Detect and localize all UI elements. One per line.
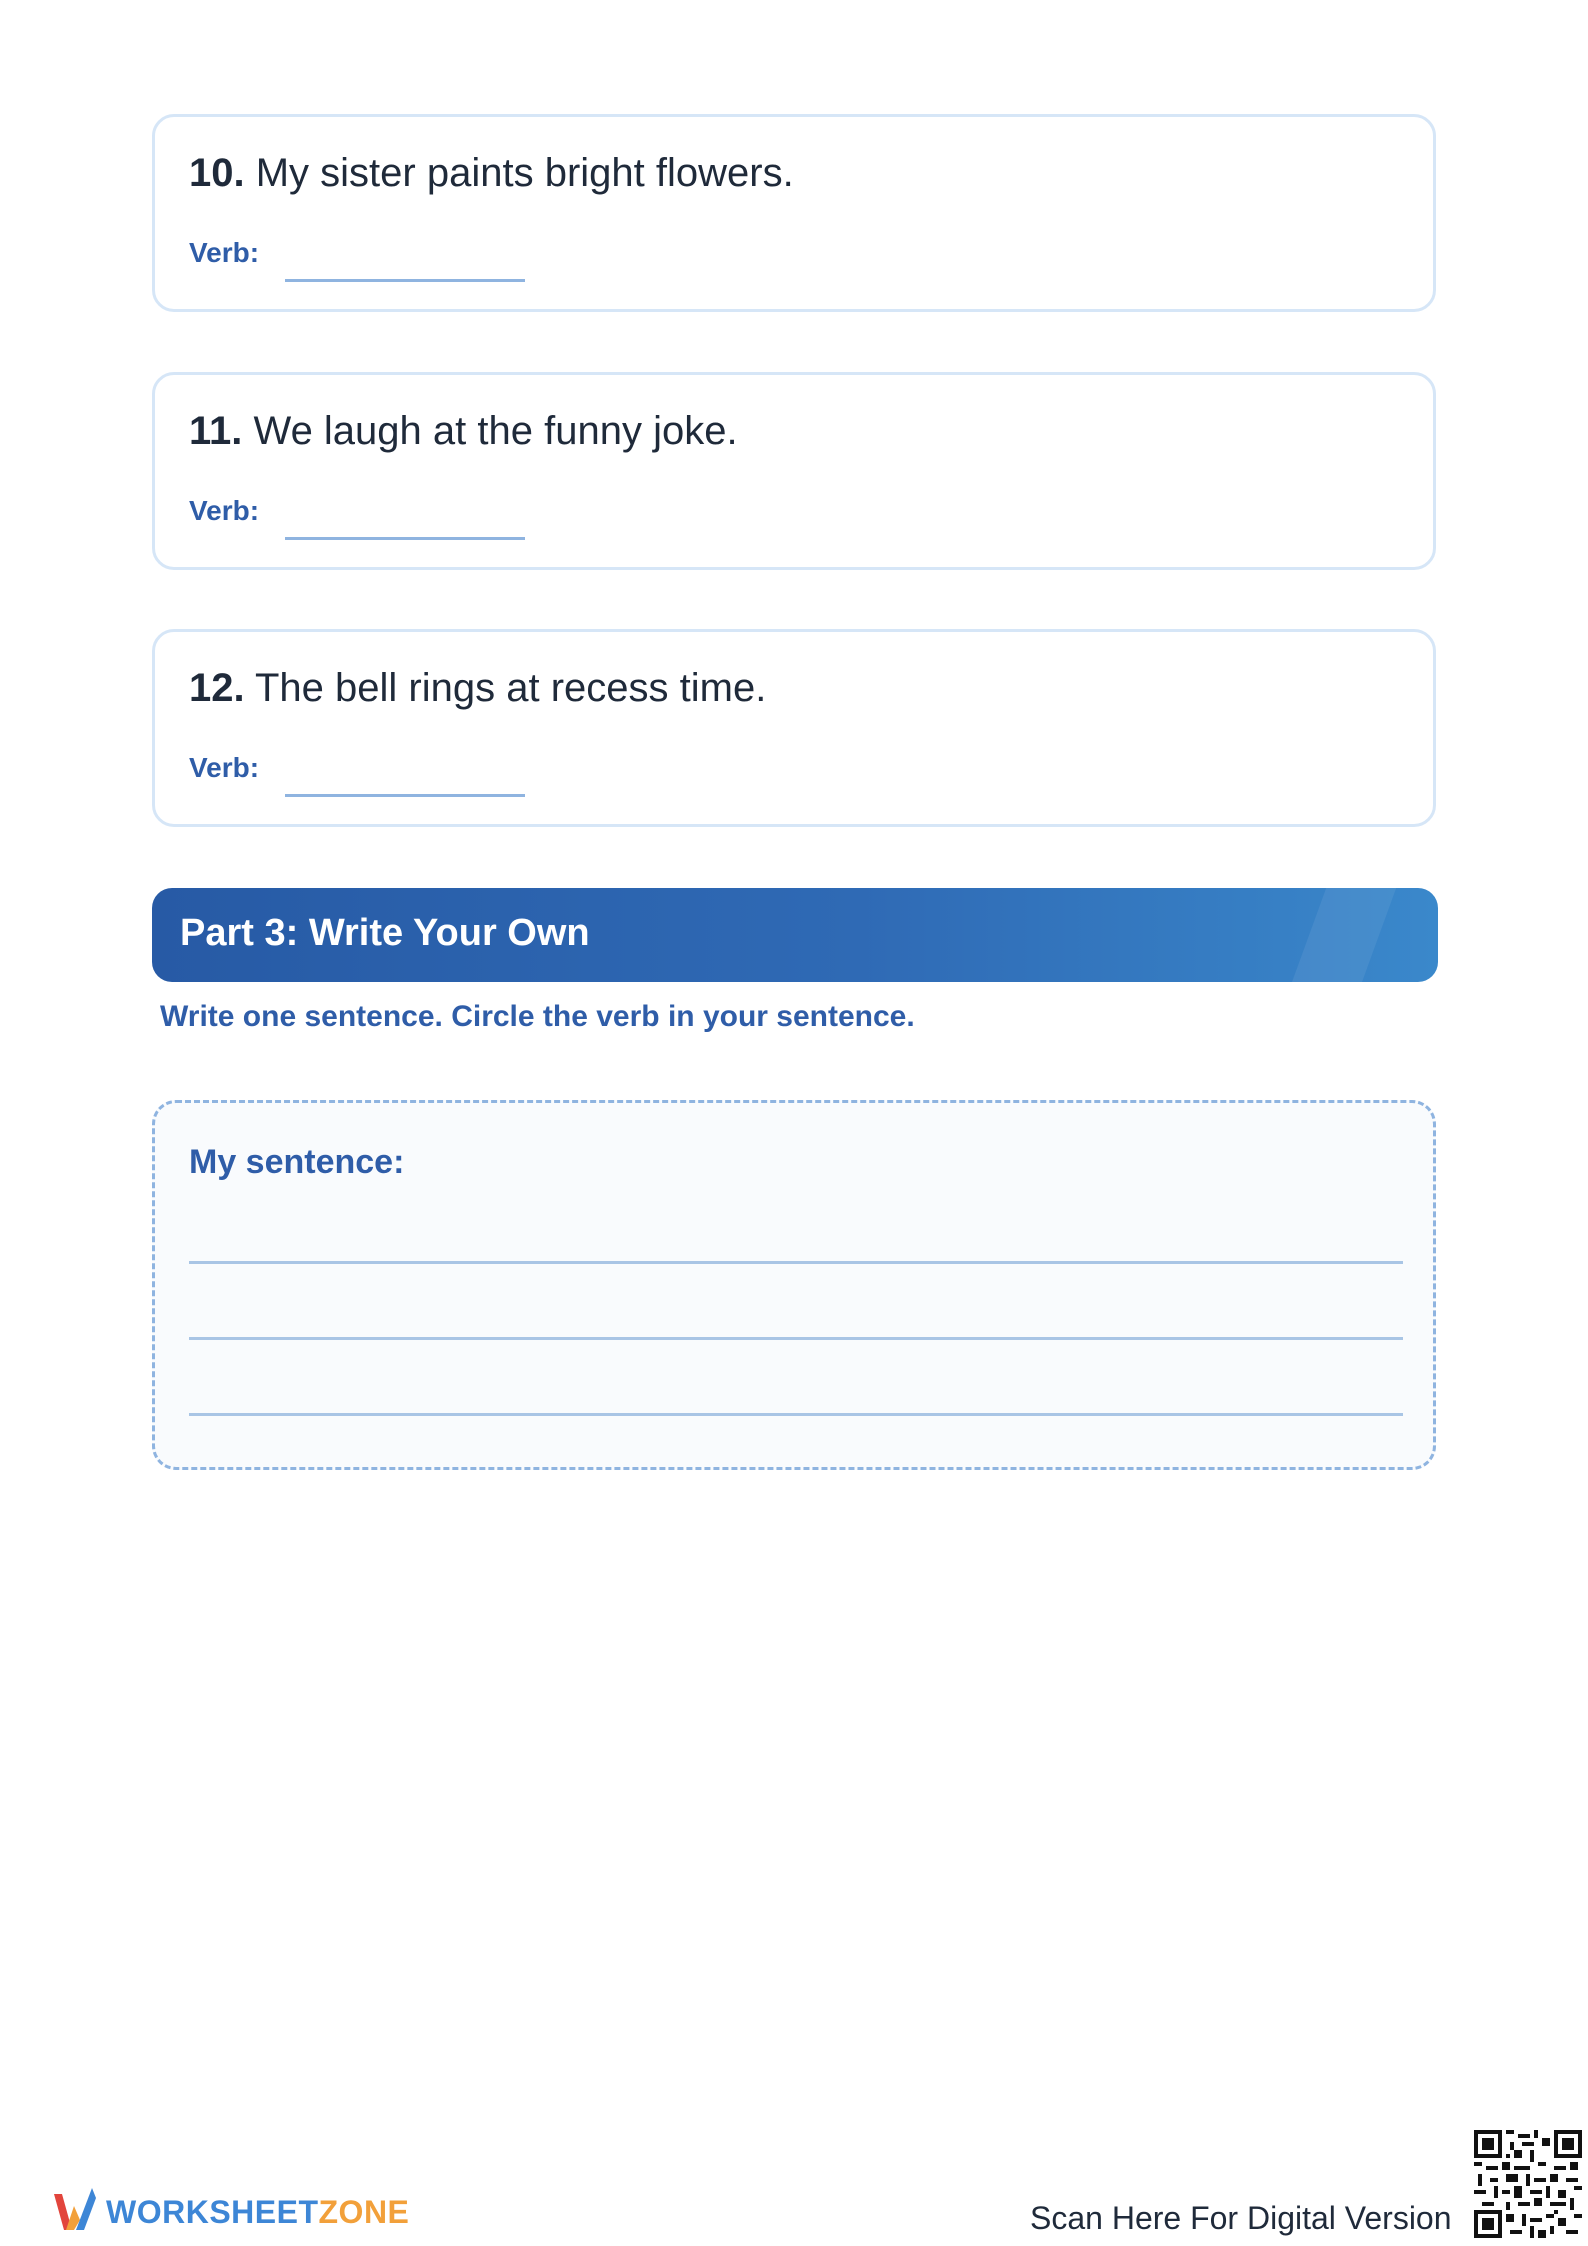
question-number: 11. — [189, 409, 243, 453]
part3-instructions: Write one sentence. Circle the verb in your sentence. — [160, 1000, 915, 1033]
question-text: My sister paints bright flowers. — [255, 151, 794, 195]
brand-name — [106, 2194, 409, 2231]
verb-answer-line[interactable] — [285, 537, 525, 540]
part3-header — [152, 888, 1438, 982]
question-sentence — [189, 409, 738, 454]
verb-answer-line[interactable] — [285, 794, 525, 797]
question-text: The bell rings at recess time. — [255, 666, 767, 710]
question-number: 12. — [189, 666, 245, 710]
question-card-12 — [152, 629, 1436, 827]
brand-name-part2: ZONE — [318, 2194, 410, 2230]
writing-line-2[interactable] — [189, 1337, 1403, 1340]
verb-answer-line[interactable] — [285, 279, 525, 282]
question-card-10 — [152, 114, 1436, 312]
question-number: 10. — [189, 151, 245, 195]
question-card-11 — [152, 372, 1436, 570]
my-sentence-label: My sentence: — [189, 1143, 405, 1181]
question-sentence — [189, 151, 794, 196]
brand-name-part1: WORKSHEET — [106, 2194, 319, 2230]
qr-code-icon[interactable] — [1474, 2130, 1582, 2238]
verb-label: Verb: — [189, 752, 260, 783]
scan-text: Scan Here For Digital Version — [1030, 2200, 1452, 2236]
writing-line-1[interactable] — [189, 1261, 1403, 1264]
question-sentence — [189, 666, 766, 711]
verb-label: Verb: — [189, 237, 260, 268]
header-decoration — [1283, 888, 1404, 982]
verb-label: Verb: — [189, 495, 260, 526]
writing-line-3[interactable] — [189, 1413, 1403, 1416]
worksheetzone-logo-icon — [52, 2180, 96, 2240]
sentence-writing-box — [152, 1100, 1436, 1470]
part3-title: Part 3: Write Your Own — [180, 912, 590, 954]
question-text: We laugh at the funny joke. — [253, 409, 738, 453]
